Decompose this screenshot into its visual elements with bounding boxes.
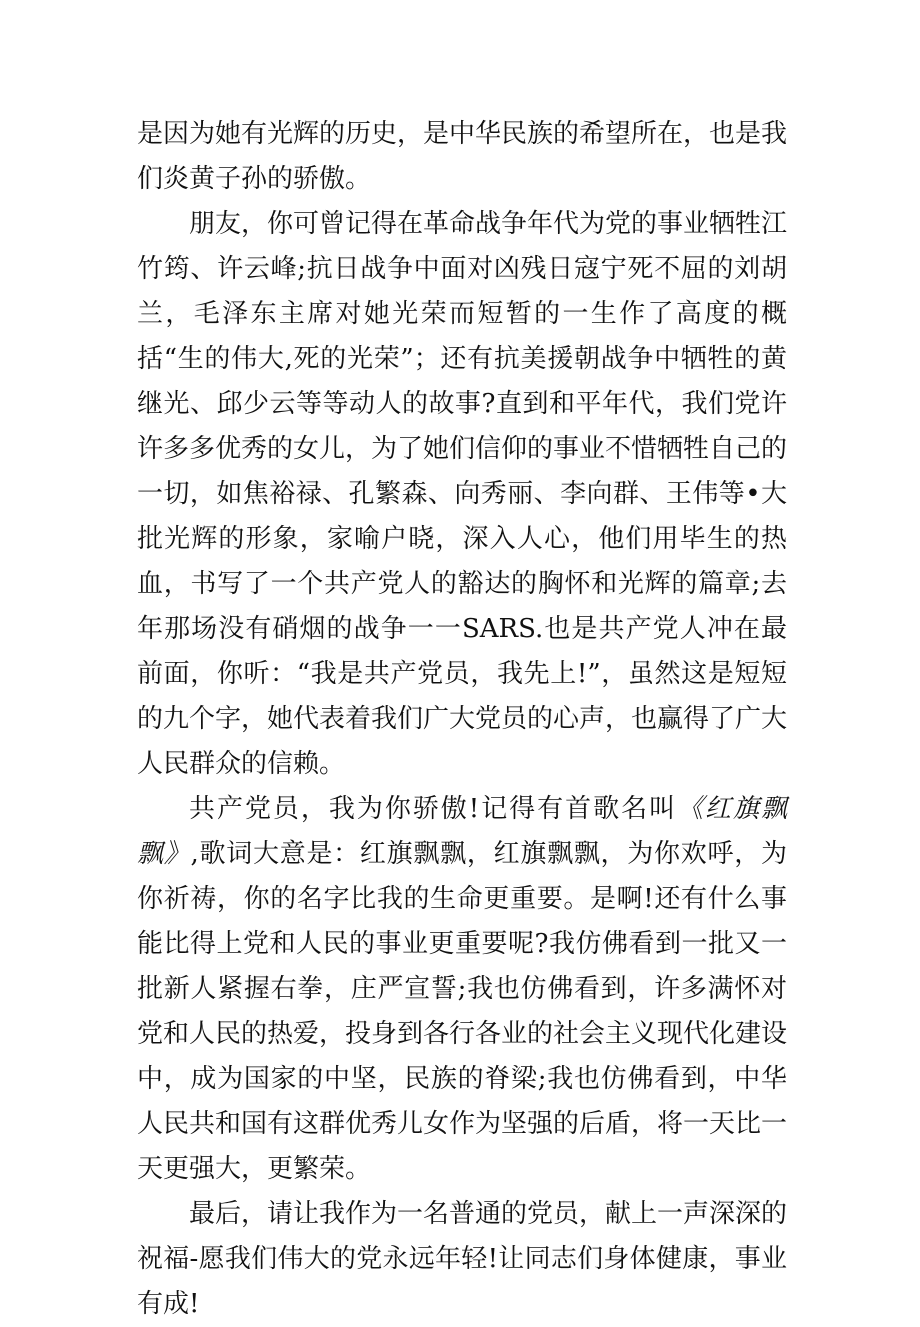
paragraph-2: 朋友，你可曾记得在革命战争年代为党的事业牺牲江竹筠、许云峰;抗日战争中面对凶残日寇宁死不屈的刘胡兰，毛泽东主席对她光荣而短暂的一生作了高度的概括“生的伟大,死的光荣”；还有抗美援朝战争中牺牲的黄继光、邱少云等等动人的故事?直到和平年代，我们党许许多多优秀的女儿，为了她们信仰的事业不惜牺牲自己的一切，如焦裕禄、孔繁森、向秀丽、李向群、王伟等•大批光辉的形象，家喻户晓，深入人心，他们用毕生的热血，书写了一个共产党人的豁达的胸怀和光辉的篇章;去年那场没有硝烟的战争一一SARS.也是共产党人冲在最前面，你听：“我是共产党员，我先上!”，虽然这是短短的九个字，她代表着我们广大党员的心声，也赢得了广大人民群众的信赖。 xyxy=(137,209,788,779)
paragraph-1: 是因为她有光辉的历史，是中华民族的希望所在，也是我们炎黄子孙的骄傲。 xyxy=(137,119,788,194)
song-title: 《红旗飘飘》 xyxy=(137,794,787,869)
document-body xyxy=(137,112,787,1327)
paragraph-3 xyxy=(137,787,787,1192)
paragraph-4: 最后，请让我作为一名普通的党员，献上一声深深的祝福-愿我们伟大的党永远年轻!让同志们身体健康，事业有成! xyxy=(137,1199,788,1319)
paragraph-3-rest: ,歌词大意是：红旗飘飘，红旗飘飘，为你欢呼，为你祈祷，你的名字比我的生命更重要。是啊!还有什么事能比得上党和人民的事业更重要呢?我仿佛看到一批又一批新人紧握右拳，庄严宣誓;我也仿佛看到，许多满怀对党和人民的热爱，投身到各行各业的社会主义现代化建设中，成为国家的中坚，民族的脊梁;我也仿佛看到，中华人民共和国有这群优秀儿女作为坚强的后盾，将一天比一天更强大，更繁荣。 xyxy=(137,839,788,1184)
paragraph-3-intro: 共产党员，我为你骄傲!记得有首歌名叫 xyxy=(189,794,678,824)
